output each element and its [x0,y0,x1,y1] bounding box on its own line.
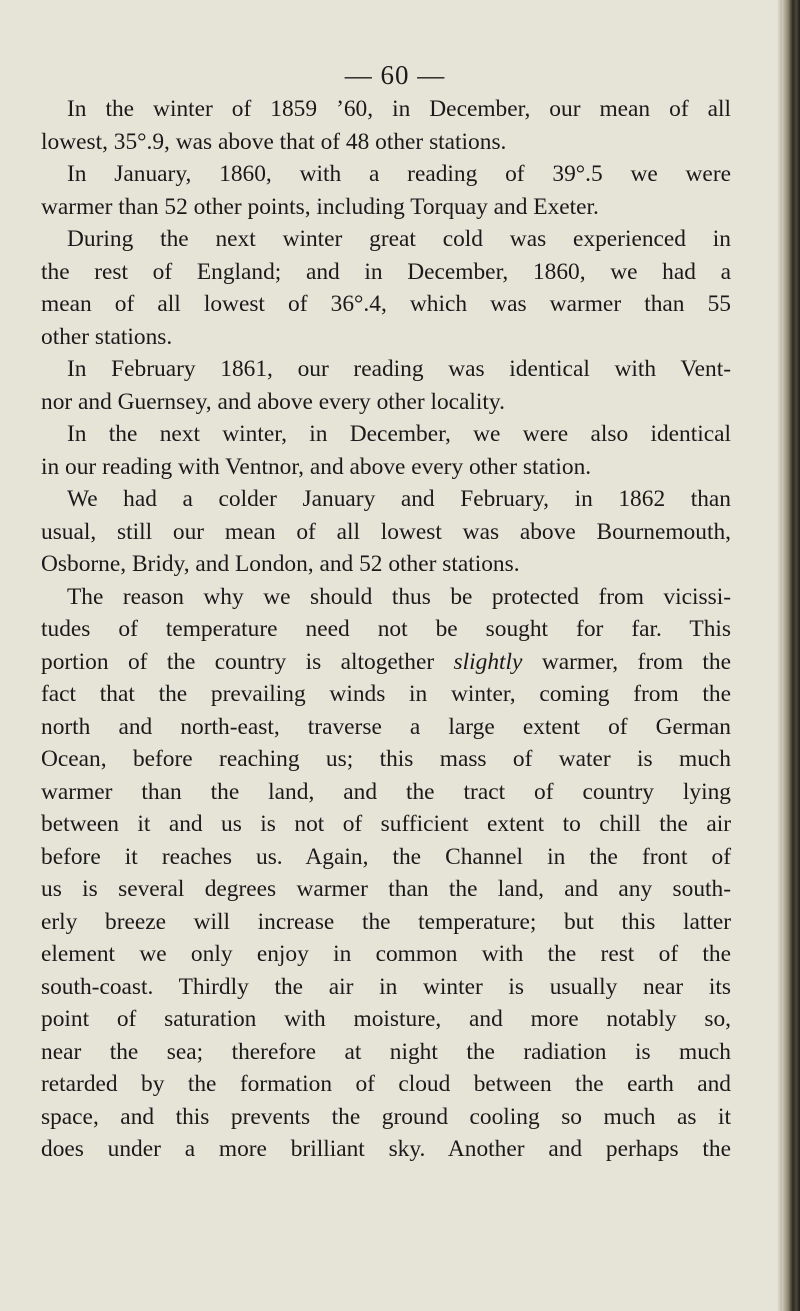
text-line: near the sea; therefore at night the radiation is much [41,1038,731,1065]
text-line: point of saturation with moisture, and more notably so, [41,1006,731,1032]
text-segment: warmer, from the [522,648,731,675]
text-line: fact that the prevailing winds in winter, coming from the [41,681,731,707]
text-line: In the winter of 1859 ’60, in December, our mean of all [67,96,731,122]
text-line: tudes of temperature need not be sought for far. This [41,616,731,642]
text-line: Ocean, before reaching us; this mass of water is much [41,746,731,772]
text-line: the rest of England; and in December, 1860, we had a [41,258,731,285]
text-line: Osborne, Bridy, and London, and 52 other stations. [41,551,520,577]
text-line: We had a colder January and February, in 1862 than [67,486,731,512]
text-line: erly breeze will increase the temperature; but this latter [41,908,731,935]
text-line: south-coast. Thirdly the air in winter is usually near its [41,973,731,1000]
text-line: element we only enjoy in common with the rest of the [41,941,731,967]
text-line: During the next winter great cold was experienced in [67,226,731,252]
page-number: — 60 — [344,60,446,90]
text-line: nor and Guernsey, and above every other locality. [41,388,505,415]
text-line: The reason why we should thus be protected from vicissi- [67,583,731,610]
text-line: north and north-east, traverse a large extent of German [41,713,731,740]
text-line: us is several degrees warmer than the land, and any south- [41,876,731,902]
text-line: In February 1861, our reading was identical with Vent- [67,356,731,382]
text-line: lowest, 35°.9, was above that of 48 other stations. [41,128,507,155]
body-text [41,93,731,1166]
text-line: In January, 1860, with a reading of 39°.5 we were [67,161,731,187]
text-line: warmer than 52 other points, including Torquay and Exeter. [41,193,599,220]
text-line: warmer than the land, and the tract of country lying [41,778,731,805]
text-segment: portion of the country is altogether [41,648,454,675]
text-line: other stations. [41,323,173,350]
text-line: between it and us is not of sufficient extent to chill the air [41,811,731,837]
book-spine [782,0,800,1311]
text-line: retarded by the formation of cloud between the earth and [41,1071,731,1097]
text-line: does under a more brilliant sky. Another and perhaps the [41,1136,731,1162]
text-line: In the next winter, in December, we were also identical [67,421,731,447]
text-line: in our reading with Ventnor, and above every other station. [41,453,592,480]
text-line: space, and this prevents the ground cooling so much as it [41,1103,731,1130]
text-line: mean of all lowest of 36°.4, which was warmer than 55 [41,291,731,317]
emphasized-word: slightly [453,648,523,675]
text-line: before it reaches us. Again, the Channel in the front of [41,843,731,870]
text-line [41,646,731,679]
text-line: usual, still our mean of all lowest was above Bournemouth, [41,518,731,545]
